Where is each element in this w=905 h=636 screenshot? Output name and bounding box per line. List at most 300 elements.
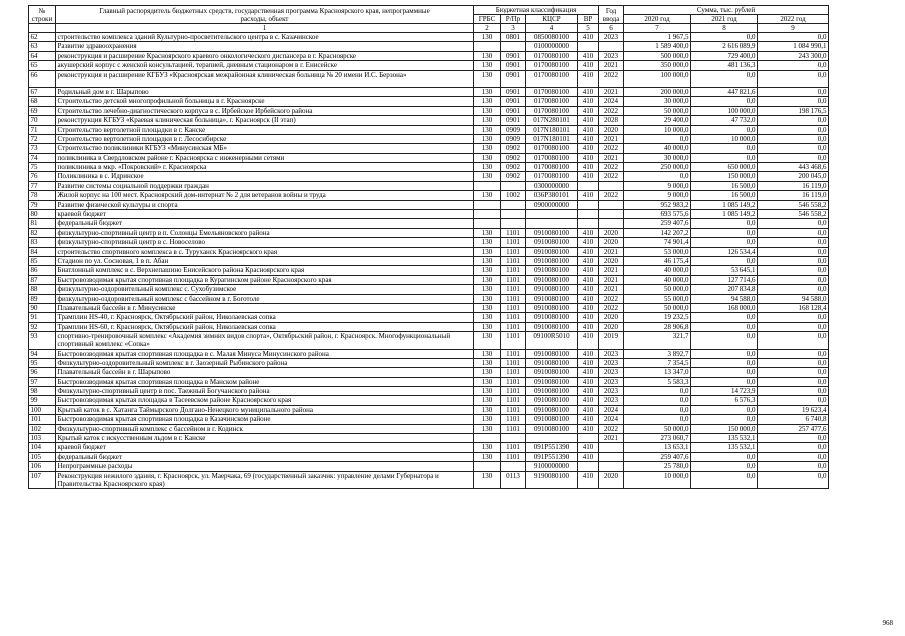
cell-kcsr: 0910080100 xyxy=(526,415,578,424)
cell-vr xyxy=(578,462,599,471)
cell-sum-2020: 952 983,2 xyxy=(624,200,691,209)
cell-object-name: Реконструкция нежилого здания, г. Красноярск, ул. Маерчака, 69 (государственный заказчик: управление делами Губернатора и Правительства Красноярского края) xyxy=(56,471,474,488)
cell-grbs: 130 xyxy=(474,322,501,331)
cell-commissioning-year: 2020 xyxy=(599,238,624,247)
table-row xyxy=(29,471,829,488)
cell-rpr xyxy=(501,219,526,228)
column-number-row xyxy=(29,24,829,33)
cell-sum-2022: 0,0 xyxy=(758,125,829,134)
cell-kcsr xyxy=(526,434,578,443)
cell-kcsr: 017N280101 xyxy=(526,116,578,125)
cell-row-number: 71 xyxy=(29,125,56,134)
table-row xyxy=(29,368,829,377)
cell-row-number: 90 xyxy=(29,303,56,312)
header-vr: ВР xyxy=(578,15,599,24)
cell-kcsr: 0170080100 xyxy=(526,87,578,96)
column-number-8: 7 xyxy=(624,24,691,33)
cell-object-name: Непрограммные расходы xyxy=(56,462,474,471)
column-number-4: 3 xyxy=(501,24,526,33)
cell-sum-2020: 29 400,0 xyxy=(624,116,691,125)
table-row xyxy=(29,443,829,452)
cell-commissioning-year xyxy=(599,452,624,461)
cell-vr: 410 xyxy=(578,285,599,294)
cell-object-name: федеральный бюджет xyxy=(56,452,474,461)
cell-commissioning-year: 2019 xyxy=(599,332,624,349)
table-header xyxy=(29,6,829,33)
cell-grbs: 130 xyxy=(474,415,501,424)
cell-vr: 410 xyxy=(578,238,599,247)
cell-rpr: 0901 xyxy=(501,61,526,70)
table-row xyxy=(29,70,829,87)
cell-rpr: 0901 xyxy=(501,70,526,87)
cell-sum-2020: 1 967,5 xyxy=(624,33,691,42)
cell-commissioning-year: 2021 xyxy=(599,285,624,294)
cell-sum-2020: 10 000,0 xyxy=(624,125,691,134)
cell-row-number: 72 xyxy=(29,134,56,143)
cell-vr: 410 xyxy=(578,116,599,125)
cell-sum-2021: 6 576,3 xyxy=(691,396,758,405)
cell-sum-2020: 500 000,0 xyxy=(624,51,691,60)
cell-rpr: 1101 xyxy=(501,294,526,303)
cell-object-name: Быстровозводимая крытая спортивная площадка в Манском районе xyxy=(56,377,474,386)
cell-row-number: 66 xyxy=(29,70,56,87)
cell-rpr: 0901 xyxy=(501,51,526,60)
cell-row-number: 85 xyxy=(29,256,56,265)
header-year-2021: 2021 год xyxy=(691,15,758,24)
cell-commissioning-year xyxy=(599,443,624,452)
cell-sum-2020: 13 347,0 xyxy=(624,368,691,377)
cell-rpr: 1101 xyxy=(501,368,526,377)
cell-rpr: 0902 xyxy=(501,144,526,153)
column-number-7: 6 xyxy=(599,24,624,33)
cell-vr xyxy=(578,181,599,190)
cell-rpr xyxy=(501,181,526,190)
cell-sum-2020: 259 407,6 xyxy=(624,219,691,228)
cell-grbs xyxy=(474,462,501,471)
cell-rpr: 1101 xyxy=(501,247,526,256)
cell-row-number: 88 xyxy=(29,285,56,294)
cell-sum-2020: 693 575,6 xyxy=(624,210,691,219)
cell-commissioning-year xyxy=(599,181,624,190)
cell-sum-2021: 100 000,0 xyxy=(691,106,758,115)
cell-vr: 410 xyxy=(578,191,599,200)
cell-sum-2021: 135 532,1 xyxy=(691,443,758,452)
cell-commissioning-year: 2022 xyxy=(599,163,624,172)
cell-object-name: Плавательный бассейн в г. Минусинске xyxy=(56,303,474,312)
cell-kcsr: 017N180101 xyxy=(526,125,578,134)
cell-rpr: 0902 xyxy=(501,172,526,181)
cell-sum-2022: 1 084 990,1 xyxy=(758,42,829,51)
cell-row-number: 100 xyxy=(29,405,56,414)
cell-row-number: 81 xyxy=(29,219,56,228)
cell-vr xyxy=(578,42,599,51)
cell-rpr: 0801 xyxy=(501,33,526,42)
cell-rpr: 0909 xyxy=(501,134,526,143)
cell-rpr: 1101 xyxy=(501,424,526,433)
cell-kcsr: 0910080100 xyxy=(526,377,578,386)
cell-vr: 410 xyxy=(578,266,599,275)
cell-grbs: 130 xyxy=(474,349,501,358)
cell-vr: 410 xyxy=(578,313,599,322)
cell-sum-2022: 0,0 xyxy=(758,219,829,228)
cell-object-name: Быстровозводимая крытая спортивная площадка в с. Малая Минуса Минусинского района xyxy=(56,349,474,358)
cell-vr: 410 xyxy=(578,172,599,181)
cell-grbs: 130 xyxy=(474,294,501,303)
cell-sum-2021: 0,0 xyxy=(691,219,758,228)
table-row xyxy=(29,238,829,247)
cell-rpr: 1101 xyxy=(501,443,526,452)
cell-grbs: 130 xyxy=(474,70,501,87)
column-number-5: 4 xyxy=(526,24,578,33)
cell-grbs: 130 xyxy=(474,51,501,60)
column-number-10: 9 xyxy=(758,24,829,33)
cell-grbs: 130 xyxy=(474,97,501,106)
cell-sum-2022: 0,0 xyxy=(758,377,829,386)
header-row-number: № строки xyxy=(29,6,56,24)
cell-kcsr xyxy=(526,210,578,219)
cell-sum-2022: 6 740,8 xyxy=(758,415,829,424)
cell-vr: 410 xyxy=(578,275,599,284)
cell-row-number: 99 xyxy=(29,396,56,405)
cell-sum-2022: 19 623,4 xyxy=(758,405,829,414)
table-row xyxy=(29,200,829,209)
cell-kcsr: 0910080100 xyxy=(526,285,578,294)
cell-sum-2020: 55 000,0 xyxy=(624,294,691,303)
cell-vr xyxy=(578,210,599,219)
cell-row-number: 106 xyxy=(29,462,56,471)
cell-row-number: 62 xyxy=(29,33,56,42)
column-number-9: 8 xyxy=(691,24,758,33)
cell-kcsr: 9190080100 xyxy=(526,471,578,488)
cell-rpr: 1101 xyxy=(501,228,526,237)
cell-row-number: 89 xyxy=(29,294,56,303)
cell-row-number: 101 xyxy=(29,415,56,424)
cell-grbs: 130 xyxy=(474,106,501,115)
cell-rpr: 0901 xyxy=(501,116,526,125)
cell-rpr: 1101 xyxy=(501,377,526,386)
cell-commissioning-year: 2020 xyxy=(599,228,624,237)
cell-commissioning-year xyxy=(599,42,624,51)
cell-kcsr: 0910080100 xyxy=(526,303,578,312)
cell-kcsr: 017N180101 xyxy=(526,134,578,143)
cell-sum-2021: 0,0 xyxy=(691,153,758,162)
page-number: 968 xyxy=(882,619,893,627)
cell-sum-2022: 0,0 xyxy=(758,332,829,349)
cell-vr: 410 xyxy=(578,405,599,414)
cell-commissioning-year: 2022 xyxy=(599,70,624,87)
cell-sum-2021: 0,0 xyxy=(691,471,758,488)
cell-commissioning-year: 2022 xyxy=(599,424,624,433)
table-row xyxy=(29,294,829,303)
cell-vr: 410 xyxy=(578,97,599,106)
cell-vr: 410 xyxy=(578,377,599,386)
table-row xyxy=(29,358,829,367)
table-row xyxy=(29,106,829,115)
cell-kcsr: 0910080100 xyxy=(526,358,578,367)
cell-commissioning-year: 2021 xyxy=(599,134,624,143)
cell-object-name: физкультурно-спортивный центр в п. Солонцы Емельяновского района xyxy=(56,228,474,237)
table-row xyxy=(29,228,829,237)
table-row xyxy=(29,116,829,125)
cell-object-name: Быстровозводимая крытая спортивная площадка в Казачинском районе xyxy=(56,415,474,424)
cell-sum-2021: 0,0 xyxy=(691,349,758,358)
cell-vr: 410 xyxy=(578,349,599,358)
cell-commissioning-year: 2022 xyxy=(599,303,624,312)
column-number-3: 2 xyxy=(474,24,501,33)
cell-rpr: 1101 xyxy=(501,303,526,312)
cell-grbs xyxy=(474,42,501,51)
cell-vr: 410 xyxy=(578,153,599,162)
cell-commissioning-year: 2023 xyxy=(599,358,624,367)
cell-vr: 410 xyxy=(578,70,599,87)
cell-kcsr: 0910080100 xyxy=(526,349,578,358)
cell-commissioning-year: 2021 xyxy=(599,266,624,275)
cell-commissioning-year xyxy=(599,219,624,228)
cell-object-name: Строительство детской многопрофильной больницы в г. Красноярске xyxy=(56,97,474,106)
cell-sum-2020: 9 000,0 xyxy=(624,181,691,190)
cell-row-number: 77 xyxy=(29,181,56,190)
cell-sum-2021: 16 500,0 xyxy=(691,191,758,200)
cell-sum-2021: 127 714,6 xyxy=(691,275,758,284)
cell-kcsr: 0170080100 xyxy=(526,51,578,60)
cell-rpr xyxy=(501,462,526,471)
cell-sum-2020: 19 232,5 xyxy=(624,313,691,322)
cell-sum-2022: 198 176,5 xyxy=(758,106,829,115)
cell-sum-2022: 0,0 xyxy=(758,349,829,358)
cell-row-number: 98 xyxy=(29,387,56,396)
cell-vr: 410 xyxy=(578,106,599,115)
cell-sum-2022: 0,0 xyxy=(758,256,829,265)
cell-sum-2021: 2 616 089,9 xyxy=(691,42,758,51)
cell-vr: 410 xyxy=(578,294,599,303)
table-row xyxy=(29,134,829,143)
cell-grbs: 130 xyxy=(474,471,501,488)
cell-sum-2020: 0,0 xyxy=(624,134,691,143)
cell-vr xyxy=(578,434,599,443)
cell-vr: 410 xyxy=(578,471,599,488)
cell-commissioning-year: 2023 xyxy=(599,368,624,377)
cell-kcsr: 0910080100 xyxy=(526,387,578,396)
table-row xyxy=(29,462,829,471)
cell-grbs: 130 xyxy=(474,33,501,42)
cell-rpr: 0901 xyxy=(501,87,526,96)
cell-vr: 410 xyxy=(578,368,599,377)
table-row xyxy=(29,191,829,200)
cell-row-number: 105 xyxy=(29,452,56,461)
cell-sum-2022: 0,0 xyxy=(758,134,829,143)
cell-sum-2021: 0,0 xyxy=(691,125,758,134)
cell-sum-2022: 443 468,6 xyxy=(758,163,829,172)
column-number-6: 5 xyxy=(578,24,599,33)
cell-rpr xyxy=(501,42,526,51)
table-row xyxy=(29,434,829,443)
cell-kcsr: 0910080100 xyxy=(526,294,578,303)
cell-sum-2020: 3 892,7 xyxy=(624,349,691,358)
cell-row-number: 82 xyxy=(29,228,56,237)
cell-sum-2020: 40 000,0 xyxy=(624,275,691,284)
cell-object-name: Физкультурно-спортивный комплекс с бассейном в г. Кодинск xyxy=(56,424,474,433)
cell-sum-2022: 16 119,0 xyxy=(758,181,829,190)
cell-sum-2022: 0,0 xyxy=(758,87,829,96)
cell-rpr: 1101 xyxy=(501,313,526,322)
cell-sum-2021: 126 534,4 xyxy=(691,247,758,256)
cell-rpr: 1002 xyxy=(501,191,526,200)
cell-commissioning-year: 2024 xyxy=(599,97,624,106)
cell-commissioning-year: 2023 xyxy=(599,396,624,405)
cell-grbs xyxy=(474,210,501,219)
cell-kcsr: 0300000000 xyxy=(526,181,578,190)
table-row xyxy=(29,153,829,162)
cell-row-number: 93 xyxy=(29,332,56,349)
cell-rpr: 0113 xyxy=(501,471,526,488)
cell-commissioning-year: 2020 xyxy=(599,256,624,265)
cell-vr: 410 xyxy=(578,256,599,265)
cell-row-number: 73 xyxy=(29,144,56,153)
cell-row-number: 75 xyxy=(29,163,56,172)
cell-commissioning-year: 2021 xyxy=(599,247,624,256)
cell-kcsr: 0100000000 xyxy=(526,42,578,51)
cell-sum-2022: 0,0 xyxy=(758,313,829,322)
cell-sum-2021: 0,0 xyxy=(691,313,758,322)
cell-vr: 410 xyxy=(578,358,599,367)
cell-vr: 410 xyxy=(578,163,599,172)
cell-object-name: краевой бюджет xyxy=(56,210,474,219)
table-row xyxy=(29,210,829,219)
cell-row-number: 78 xyxy=(29,191,56,200)
cell-object-name: Крытый каток в с. Хатанга Таймырского Долгано-Ненецкого муниципального района xyxy=(56,405,474,414)
cell-sum-2021: 447 821,6 xyxy=(691,87,758,96)
cell-rpr: 1101 xyxy=(501,349,526,358)
cell-kcsr: 0170080100 xyxy=(526,97,578,106)
cell-sum-2020: 50 000,0 xyxy=(624,106,691,115)
cell-sum-2022: 0,0 xyxy=(758,452,829,461)
cell-sum-2020: 28 906,8 xyxy=(624,322,691,331)
cell-grbs: 130 xyxy=(474,87,501,96)
cell-object-name: Физкультурно-оздоровительный комплекс в г. Заозерный Рыбинского района xyxy=(56,358,474,367)
cell-commissioning-year: 2021 xyxy=(599,61,624,70)
cell-kcsr xyxy=(526,219,578,228)
cell-sum-2022: 0,0 xyxy=(758,368,829,377)
cell-sum-2020: 10 000,0 xyxy=(624,471,691,488)
cell-sum-2021: 16 500,0 xyxy=(691,181,758,190)
cell-sum-2021: 0,0 xyxy=(691,228,758,237)
cell-sum-2022: 0,0 xyxy=(758,97,829,106)
cell-row-number: 80 xyxy=(29,210,56,219)
table-row xyxy=(29,181,829,190)
cell-rpr: 1101 xyxy=(501,358,526,367)
cell-sum-2021: 1 085 149,2 xyxy=(691,210,758,219)
cell-kcsr: 0910080100 xyxy=(526,368,578,377)
cell-rpr: 1101 xyxy=(501,405,526,414)
cell-sum-2021: 53 645,1 xyxy=(691,266,758,275)
cell-row-number: 68 xyxy=(29,97,56,106)
cell-sum-2020: 53 000,0 xyxy=(624,247,691,256)
cell-grbs: 130 xyxy=(474,191,501,200)
cell-rpr: 1101 xyxy=(501,256,526,265)
cell-object-name: Стадион по ул. Сосновая, 1 в п. Абан xyxy=(56,256,474,265)
cell-sum-2021: 1 085 149,2 xyxy=(691,200,758,209)
cell-commissioning-year: 2020 xyxy=(599,322,624,331)
cell-sum-2022: 0,0 xyxy=(758,33,829,42)
cell-row-number: 65 xyxy=(29,61,56,70)
cell-vr xyxy=(578,200,599,209)
cell-sum-2020: 30 000,0 xyxy=(624,97,691,106)
cell-row-number: 107 xyxy=(29,471,56,488)
cell-grbs: 130 xyxy=(474,228,501,237)
table-row xyxy=(29,322,829,331)
cell-sum-2020: 5 583,3 xyxy=(624,377,691,386)
cell-grbs: 130 xyxy=(474,275,501,284)
cell-sum-2021: 10 000,0 xyxy=(691,134,758,143)
cell-commissioning-year xyxy=(599,462,624,471)
cell-rpr: 1101 xyxy=(501,387,526,396)
cell-vr xyxy=(578,219,599,228)
cell-kcsr: 0910080100 xyxy=(526,322,578,331)
header-grbs: ГРБС xyxy=(474,15,501,24)
cell-object-name: Быстровозводимая крытая спортивная площадка в Курагинском районе Красноярского края xyxy=(56,275,474,284)
cell-grbs: 130 xyxy=(474,396,501,405)
cell-sum-2021: 47 732,0 xyxy=(691,116,758,125)
cell-commissioning-year xyxy=(599,210,624,219)
cell-sum-2020: 273 060,7 xyxy=(624,434,691,443)
cell-kcsr: 0910080100 xyxy=(526,396,578,405)
cell-sum-2022: 94 588,0 xyxy=(758,294,829,303)
cell-kcsr: 0170080100 xyxy=(526,163,578,172)
cell-kcsr: 0170080100 xyxy=(526,70,578,87)
cell-grbs: 130 xyxy=(474,387,501,396)
table-row xyxy=(29,125,829,134)
cell-commissioning-year: 2023 xyxy=(599,387,624,396)
table-row xyxy=(29,424,829,433)
cell-row-number: 95 xyxy=(29,358,56,367)
cell-object-name: Строительство лечебно-диагностического корпуса в с. Ирбейское Ирбейского района xyxy=(56,106,474,115)
cell-sum-2022: 0,0 xyxy=(758,285,829,294)
cell-sum-2021: 729 400,0 xyxy=(691,51,758,60)
cell-kcsr: 0910080100 xyxy=(526,266,578,275)
cell-commissioning-year: 2024 xyxy=(599,415,624,424)
cell-kcsr: 0910080100 xyxy=(526,424,578,433)
cell-rpr: 1101 xyxy=(501,266,526,275)
cell-row-number: 76 xyxy=(29,172,56,181)
cell-kcsr: 0910080100 xyxy=(526,228,578,237)
cell-sum-2021: 0,0 xyxy=(691,377,758,386)
cell-grbs: 130 xyxy=(474,313,501,322)
cell-rpr xyxy=(501,434,526,443)
cell-object-name: Развитие физической культуры и спорта xyxy=(56,200,474,209)
cell-sum-2021: 0,0 xyxy=(691,405,758,414)
cell-vr: 410 xyxy=(578,33,599,42)
table-row xyxy=(29,405,829,414)
cell-kcsr: 09100R5010 xyxy=(526,332,578,349)
cell-sum-2021: 0,0 xyxy=(691,238,758,247)
cell-sum-2022: 16 119,0 xyxy=(758,191,829,200)
cell-sum-2021: 0,0 xyxy=(691,452,758,461)
cell-sum-2020: 50 000,0 xyxy=(624,285,691,294)
budget-table xyxy=(28,5,829,489)
cell-sum-2020: 350 000,0 xyxy=(624,61,691,70)
table-row xyxy=(29,349,829,358)
cell-sum-2021: 0,0 xyxy=(691,358,758,367)
cell-row-number: 74 xyxy=(29,153,56,162)
cell-rpr xyxy=(501,200,526,209)
cell-grbs: 130 xyxy=(474,238,501,247)
cell-object-name: Жилой корпус на 100 мест. Красноярский дом-интернат № 2 для ветеранов войны и труда xyxy=(56,191,474,200)
cell-sum-2020: 74 901,4 xyxy=(624,238,691,247)
header-kcsr: КЦСР xyxy=(526,15,578,24)
cell-sum-2022: 546 558,2 xyxy=(758,200,829,209)
cell-sum-2022: 0,0 xyxy=(758,322,829,331)
cell-sum-2020: 0,0 xyxy=(624,387,691,396)
